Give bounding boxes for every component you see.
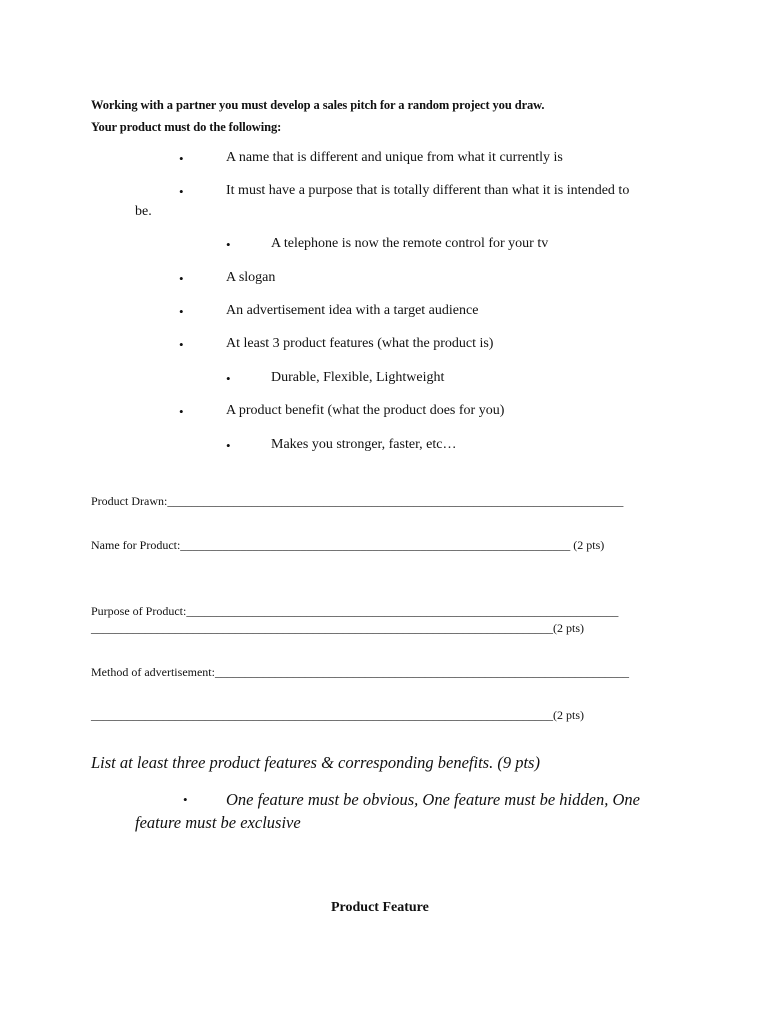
requirement-slogan: A slogan xyxy=(226,270,276,285)
sub-bullet-icon: • xyxy=(226,237,231,252)
requirement-benefit-example: Makes you stronger, faster, etc… xyxy=(271,437,457,452)
advertisement-method-field[interactable]: Method of advertisement:_____________________________________________________________________ xyxy=(91,665,629,679)
requirement-features-example: Durable, Flexible, Lightweight xyxy=(271,370,445,385)
requirement-features: At least 3 product features (what the product is) xyxy=(226,336,494,351)
features-rule-line-1: One feature must be obvious, One feature must be hidden, One xyxy=(226,790,640,809)
sub-bullet-icon: • xyxy=(226,438,231,453)
product-feature-heading: Product Feature xyxy=(331,900,429,915)
bullet-icon: • xyxy=(179,271,184,286)
bullet-icon: • xyxy=(179,151,184,166)
bullet-icon: • xyxy=(183,792,188,807)
bullet-icon: • xyxy=(179,404,184,419)
requirement-purpose: It must have a purpose that is totally different than what it is intended to xyxy=(226,183,630,198)
requirement-purpose-continued: be. xyxy=(135,204,152,219)
bullet-icon: • xyxy=(179,304,184,319)
requirement-advertisement: An advertisement idea with a target audience xyxy=(226,303,479,318)
requirement-name: A name that is different and unique from what it currently is xyxy=(226,150,563,165)
sub-bullet-icon: • xyxy=(226,371,231,386)
intro-line-2: Your product must do the following: xyxy=(91,120,282,134)
purpose-field[interactable]: Purpose of Product:________________________________________________________________________ xyxy=(91,604,619,618)
bullet-icon: • xyxy=(179,184,184,199)
features-rule-line-2: feature must be exclusive xyxy=(135,813,301,832)
advertisement-method-field-continued[interactable]: _____________________________________________________________________________(2 pts) xyxy=(91,708,584,722)
purpose-field-continued[interactable]: _____________________________________________________________________________(2 pts) xyxy=(91,621,584,635)
intro-line-1: Working with a partner you must develop a sales pitch for a random project you draw. xyxy=(91,98,545,112)
requirement-benefit: A product benefit (what the product does for you) xyxy=(226,403,505,418)
features-instruction: List at least three product features & corresponding benefits. (9 pts) xyxy=(91,753,540,772)
requirement-purpose-example: A telephone is now the remote control for your tv xyxy=(271,236,549,251)
product-drawn-field[interactable]: Product Drawn:____________________________________________________________________________ xyxy=(91,494,624,508)
name-for-product-field[interactable]: Name for Product:_________________________________________________________________ (2 pts) xyxy=(91,538,605,552)
bullet-icon: • xyxy=(179,337,184,352)
